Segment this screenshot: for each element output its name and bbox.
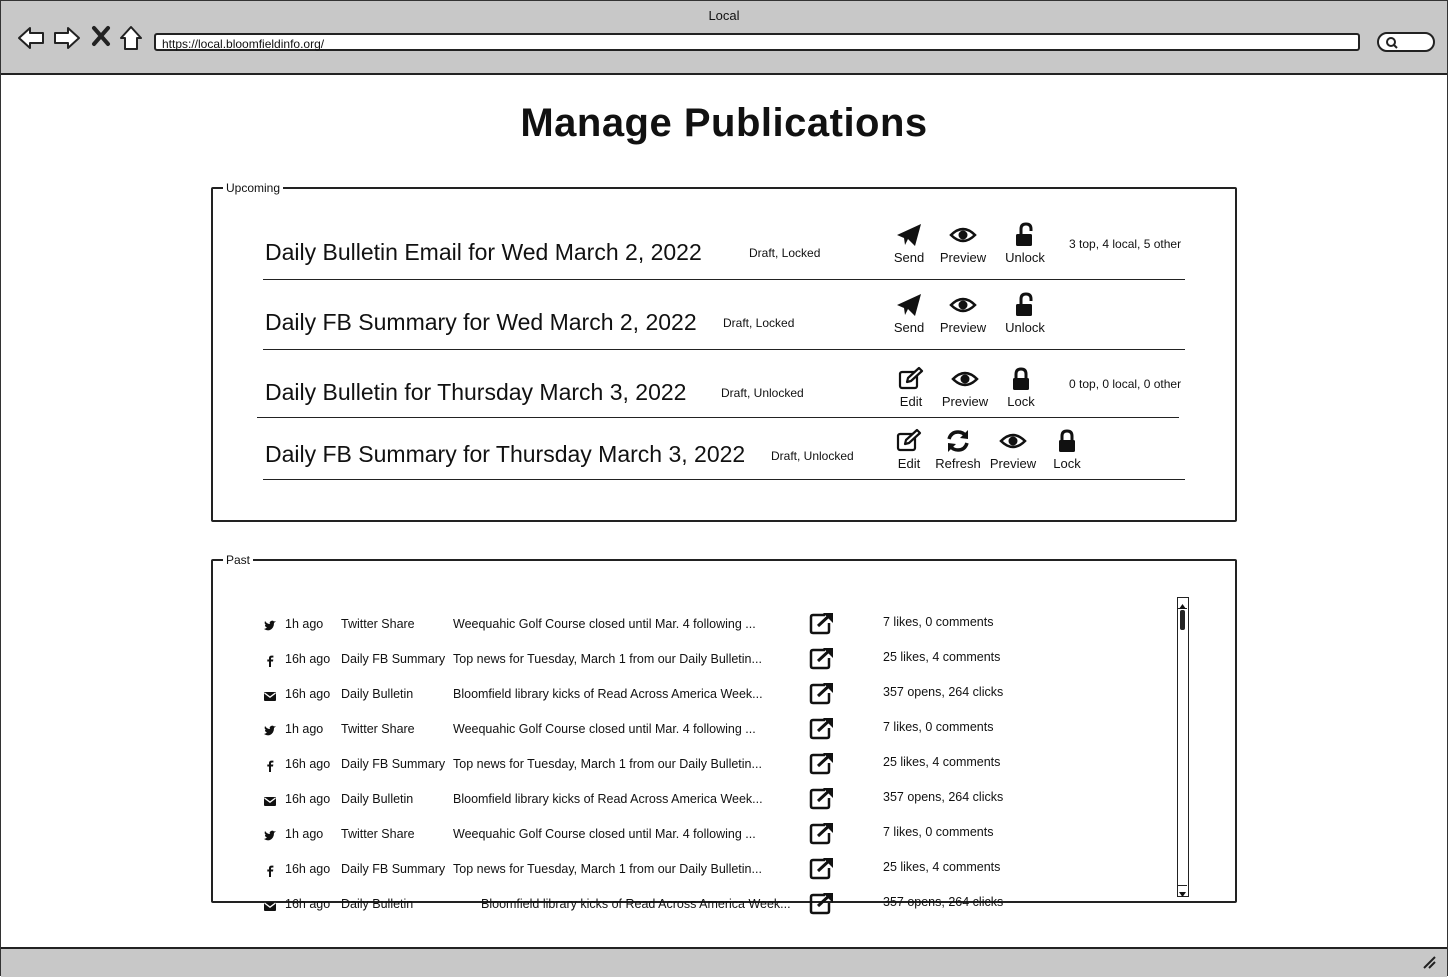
row-time: 16h ago <box>285 757 331 771</box>
table-row <box>263 827 1163 847</box>
publication-title: Daily Bulletin for Thursday March 3, 2022 <box>265 379 687 405</box>
row-title: Bloomfield library kicks of Read Across America Week... <box>453 792 763 806</box>
external-link-icon[interactable] <box>809 716 835 743</box>
publication-title: Daily FB Summary for Wed March 2, 2022 <box>265 309 697 335</box>
row-title: Bloomfield library kicks of Read Across America Week... <box>453 687 763 701</box>
row-title: Top news for Tuesday, March 1 from our Daily Bulletin... <box>453 757 762 771</box>
home-icon[interactable] <box>119 25 143 51</box>
eye-icon <box>999 429 1027 453</box>
row-type: Daily FB Summary <box>341 757 446 771</box>
row-stats: 7 likes, 0 comments <box>883 615 994 629</box>
window-title: Local <box>708 8 740 23</box>
row-time: 16h ago <box>285 792 331 806</box>
scrollbar-thumb[interactable] <box>1180 610 1185 630</box>
edit-icon <box>895 429 923 453</box>
publication-status: Draft, Locked <box>723 316 795 330</box>
table-row <box>263 757 1163 777</box>
lock-icon <box>1053 429 1081 453</box>
scrollbar[interactable] <box>1177 597 1189 897</box>
table-row <box>263 652 1163 672</box>
unlock-icon <box>1011 293 1039 317</box>
publication-counts: 3 top, 4 local, 5 other <box>1069 237 1182 251</box>
email-icon <box>263 899 277 913</box>
row-title: Top news for Tuesday, March 1 from our Daily Bulletin... <box>453 862 762 876</box>
lock-button[interactable]: Lock <box>1037 429 1097 471</box>
scroll-down-arrow-icon[interactable] <box>1178 885 1187 896</box>
row-title: Bloomfield library kicks of Read Across America Week... <box>481 897 791 911</box>
twitter-icon <box>263 724 277 738</box>
row-type: Twitter Share <box>341 617 415 631</box>
row-stats: 25 likes, 4 comments <box>883 650 1001 664</box>
page-title: Manage Publications <box>520 101 928 145</box>
table-row <box>263 862 1163 882</box>
refresh-icon <box>944 429 972 453</box>
search-icon <box>1385 36 1399 50</box>
forward-icon[interactable] <box>53 25 81 51</box>
row-type: Daily FB Summary <box>341 652 446 666</box>
upcoming-item <box>263 429 1185 480</box>
facebook-icon <box>263 654 277 668</box>
publication-status: Draft, Unlocked <box>771 449 854 463</box>
eye-icon <box>951 367 979 391</box>
scroll-up-arrow-icon[interactable] <box>1178 598 1187 609</box>
unlock-button[interactable]: Unlock <box>995 223 1055 265</box>
row-stats: 357 opens, 264 clicks <box>883 790 1004 804</box>
past-panel <box>211 553 1237 911</box>
row-type: Twitter Share <box>341 827 415 841</box>
send-button[interactable]: Send <box>879 223 939 265</box>
unlock-button[interactable]: Unlock <box>995 293 1055 335</box>
upcoming-legend: Upcoming <box>226 181 281 195</box>
browser-toolbar <box>1 1 1447 75</box>
external-link-icon[interactable] <box>809 751 835 778</box>
lock-icon <box>1007 367 1035 391</box>
browser-search-box[interactable] <box>1377 32 1435 52</box>
publication-title: Daily Bulletin Email for Wed March 2, 2022 <box>265 239 702 265</box>
send-icon <box>895 223 923 247</box>
twitter-icon <box>263 619 277 633</box>
stop-icon[interactable] <box>91 25 111 47</box>
edit-button[interactable]: Edit <box>879 429 939 471</box>
table-row <box>263 722 1163 742</box>
row-type: Daily FB Summary <box>341 862 446 876</box>
email-icon <box>263 689 277 703</box>
row-title: Weequahic Golf Course closed until Mar. 4 following ... <box>453 617 756 631</box>
back-icon[interactable] <box>17 25 45 51</box>
row-type: Twitter Share <box>341 722 415 736</box>
past-legend: Past <box>226 553 251 567</box>
external-link-icon[interactable] <box>809 611 835 638</box>
external-link-icon[interactable] <box>809 856 835 883</box>
preview-button[interactable]: Preview <box>933 293 993 335</box>
external-link-icon[interactable] <box>809 821 835 848</box>
send-button[interactable]: Send <box>879 293 939 335</box>
preview-button[interactable]: Preview <box>935 367 995 409</box>
past-list <box>213 589 1173 911</box>
row-time: 16h ago <box>285 652 331 666</box>
address-bar[interactable]: https://local.bloomfieldinfo.org/ <box>154 33 1360 51</box>
lock-button[interactable]: Lock <box>991 367 1051 409</box>
eye-icon <box>949 223 977 247</box>
row-type: Daily Bulletin <box>341 897 414 911</box>
row-time: 16h ago <box>285 862 331 876</box>
publication-title: Daily FB Summary for Thursday March 3, 2022 <box>265 441 746 467</box>
upcoming-panel <box>211 181 1237 522</box>
row-time: 16h ago <box>285 897 331 911</box>
resize-grip-icon[interactable] <box>1421 955 1437 969</box>
row-time: 1h ago <box>285 827 324 841</box>
status-bar <box>1 947 1447 977</box>
facebook-icon <box>263 759 277 773</box>
row-stats: 25 likes, 4 comments <box>883 755 1001 769</box>
row-time: 1h ago <box>285 722 324 736</box>
table-row <box>263 792 1163 812</box>
send-icon <box>895 293 923 317</box>
upcoming-item <box>263 299 1185 350</box>
row-time: 16h ago <box>285 687 331 701</box>
row-title: Top news for Tuesday, March 1 from our Daily Bulletin... <box>453 652 762 666</box>
publication-status: Draft, Locked <box>749 246 821 260</box>
publication-counts: 0 top, 0 local, 0 other <box>1069 377 1182 391</box>
row-type: Daily Bulletin <box>341 792 414 806</box>
row-stats: 357 opens, 264 clicks <box>883 895 1004 909</box>
refresh-button[interactable]: Refresh <box>928 429 988 471</box>
table-row <box>263 617 1163 637</box>
preview-button[interactable]: Preview <box>933 223 993 265</box>
external-link-icon[interactable] <box>809 786 835 813</box>
upcoming-item <box>263 229 1185 280</box>
external-link-icon[interactable] <box>809 646 835 673</box>
eye-icon <box>949 293 977 317</box>
external-link-icon[interactable] <box>809 891 835 918</box>
facebook-icon <box>263 864 277 878</box>
external-link-icon[interactable] <box>809 681 835 708</box>
unlock-icon <box>1011 223 1039 247</box>
edit-button[interactable]: Edit <box>881 367 941 409</box>
row-type: Daily Bulletin <box>341 687 414 701</box>
row-title: Weequahic Golf Course closed until Mar. 4 following ... <box>453 722 756 736</box>
row-time: 1h ago <box>285 617 324 631</box>
row-stats: 7 likes, 0 comments <box>883 720 994 734</box>
preview-button[interactable]: Preview <box>983 429 1043 471</box>
table-row <box>263 687 1163 707</box>
row-stats: 7 likes, 0 comments <box>883 825 994 839</box>
table-row <box>263 897 1163 917</box>
publication-status: Draft, Unlocked <box>721 386 804 400</box>
edit-icon <box>897 367 925 391</box>
row-stats: 357 opens, 264 clicks <box>883 685 1004 699</box>
twitter-icon <box>263 829 277 843</box>
row-stats: 25 likes, 4 comments <box>883 860 1001 874</box>
row-title: Weequahic Golf Course closed until Mar. 4 following ... <box>453 827 756 841</box>
upcoming-item <box>257 367 1182 418</box>
email-icon <box>263 794 277 808</box>
